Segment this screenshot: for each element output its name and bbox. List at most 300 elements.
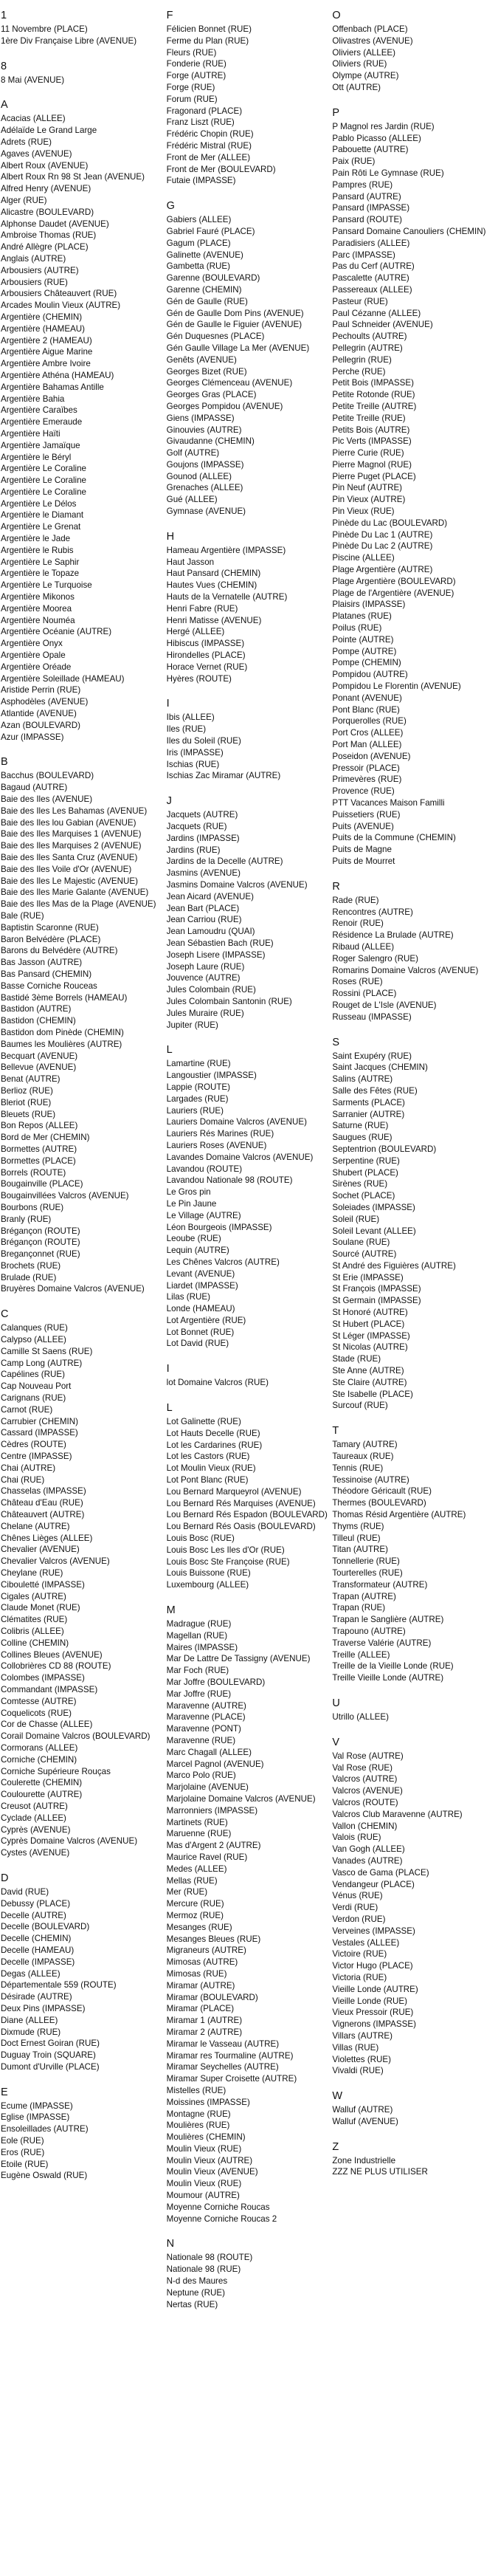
section-letter: E — [1, 2086, 8, 2098]
street-entry: Maravenne (PLACE) — [166, 1712, 246, 1723]
street-entry: Ginouvies (AUTRE) — [166, 425, 242, 435]
street-entry: Miramar le Vasseau (AUTRE) — [166, 2039, 280, 2049]
street-entry: Baie des Iles Santa Cruz (AVENUE) — [1, 853, 138, 862]
street-entry: Brochets (RUE) — [1, 1260, 61, 1271]
street-entry: Le Village (AUTRE) — [166, 1210, 241, 1220]
street-entry: St Léger (IMPASSE) — [332, 1330, 410, 1341]
street-entry: Poseidon (AVENUE) — [332, 751, 411, 761]
street-entry: Pabouette (AUTRE) — [332, 145, 409, 155]
street-entry: Jardins (IMPASSE) — [166, 833, 240, 843]
street-entry: Jean Carriou (RUE) — [166, 915, 242, 925]
section-letter: R — [332, 880, 340, 893]
street-entry: Clématites (RUE) — [1, 1615, 68, 1625]
street-entry: Lilas (RUE) — [166, 1292, 210, 1302]
street-entry: Baie des Iles Le Majestic (AVENUE) — [1, 876, 138, 886]
street-entry: Acacias (ALLEE) — [1, 114, 66, 124]
street-entry: Puits de la Commune (CHEMIN) — [332, 833, 456, 843]
street-entry: Moumour (AUTRE) — [166, 2191, 240, 2201]
street-entry: Maurice Ravel (RUE) — [166, 1852, 248, 1862]
street-entry: Pas du Cerf (AUTRE) — [332, 261, 415, 272]
street-entry: Vasco de Gama (PLACE) — [332, 1867, 429, 1878]
street-entry: Victoria (RUE) — [332, 1972, 387, 1982]
street-entry: Argentière Le Saphir — [1, 557, 80, 567]
street-entry: Arbousiers (RUE) — [1, 277, 68, 287]
street-entry: Trapouno (AUTRE) — [332, 1627, 406, 1636]
street-entry: Eros (RUE) — [1, 2147, 45, 2157]
street-entry: Pin Vieux (RUE) — [332, 506, 395, 517]
letter-section — [167, 1400, 331, 1591]
street-entry: Valcros Club Maravenne (AUTRE) — [332, 1809, 463, 1819]
street-entry: Moulin Vieux (RUE) — [166, 2179, 242, 2189]
street-entry: Pansard (IMPASSE) — [332, 203, 410, 213]
street-entry: Hauts de la Vernatelle (AUTRE) — [166, 592, 288, 602]
street-entry: Argentière Aigue Marine — [1, 347, 93, 357]
street-entry: Bacchus (BOULEVARD) — [1, 771, 94, 781]
street-entry: Port Man (ALLEE) — [332, 740, 402, 750]
street-entry: PTT Vacances Maison Familli — [332, 798, 445, 808]
street-entry: Puits de Mourret — [332, 856, 395, 866]
letter-section — [167, 1042, 331, 1350]
street-entry: Henri Fabre (RUE) — [166, 603, 238, 614]
section-letter: A — [1, 99, 8, 111]
street-entry: Jean Aicard (AVENUE) — [166, 891, 255, 901]
street-entry: Alger (RUE) — [1, 195, 47, 205]
street-entry: Soleil (RUE) — [332, 1214, 380, 1224]
street-entry: Barons du Belvédère (AUTRE) — [1, 946, 118, 956]
street-entry: Villars (AUTRE) — [332, 2030, 392, 2041]
street-entry: Mimosas (RUE) — [166, 1968, 227, 1979]
street-entry: Etoile (RUE) — [1, 2159, 49, 2169]
street-entry: Cheylane (RUE) — [1, 1568, 63, 1579]
street-entry: Platanes (RUE) — [332, 611, 392, 622]
street-entry: Pierre Magnol (RUE) — [332, 459, 412, 470]
street-entry: Cyprès Domaine Valcros (AVENUE) — [1, 1836, 138, 1847]
street-entry: Moissines (IMPASSE) — [166, 2097, 250, 2107]
street-entry: Frédéric Mistral (RUE) — [166, 140, 252, 151]
letter-section — [167, 529, 331, 685]
street-entry: Collobrières CD 88 (ROUTE) — [1, 1661, 111, 1672]
letter-section — [1, 58, 165, 86]
street-entry: Plaisirs (IMPASSE) — [332, 600, 406, 610]
street-entry: Nationale 98 (ROUTE) — [166, 2253, 253, 2263]
section-letter: Z — [332, 2140, 339, 2153]
street-entry: Argentière le Rubis — [1, 545, 74, 555]
street-entry: St Germain (IMPASSE) — [332, 1296, 421, 1306]
street-entry: Hyères (ROUTE) — [166, 673, 232, 684]
street-entry: Petite Treille (RUE) — [332, 413, 406, 423]
street-entry: Futaie (IMPASSE) — [166, 176, 236, 186]
street-entry: Mermoz (RUE) — [166, 1910, 224, 1920]
letter-section — [332, 7, 497, 94]
street-entry: Valcros (AUTRE) — [332, 1774, 398, 1785]
street-entry: Ischias Zac Miramar (AUTRE) — [166, 771, 281, 781]
street-entry: Argentière Le Coraline — [1, 487, 87, 497]
street-entry: Marc Chagall (ALLEE) — [166, 1747, 252, 1757]
street-entry: Georges Bizet (RUE) — [166, 366, 247, 377]
street-entry: Lot Pont Blanc (RUE) — [166, 1475, 249, 1486]
street-entry: Neptune (RUE) — [166, 2287, 225, 2298]
street-entry: Londe (HAMEAU) — [166, 1304, 235, 1314]
street-entry: Collines Bleues (AVENUE) — [1, 1649, 103, 1660]
street-entry: Miramar (BOULEVARD) — [166, 1992, 258, 2002]
street-entry: Lou Bernard Rés Marquises (AVENUE) — [166, 1498, 316, 1508]
street-entry: Jasmins Domaine Valcros (AVENUE) — [166, 880, 308, 890]
street-entry: Victor Hugo (PLACE) — [332, 1961, 413, 1971]
street-entry: Perche (RUE) — [332, 366, 386, 377]
street-entry: Lauriers Domaine Valcros (AVENUE) — [166, 1117, 307, 1127]
street-entry: Brégançon (ROUTE) — [1, 1226, 80, 1236]
section-letter: C — [1, 1308, 9, 1321]
street-entry: Colombes (IMPASSE) — [1, 1673, 85, 1683]
street-entry: Argentière Jamaïque — [1, 440, 80, 450]
street-entry: Carrubier (CHEMIN) — [1, 1416, 78, 1426]
street-entry: Hibiscus (IMPASSE) — [166, 639, 245, 649]
street-entry: Baumes les Moulières (AUTRE) — [1, 1039, 122, 1049]
street-entry: Gymnase (AVENUE) — [166, 506, 246, 517]
street-entry: Olympe (AUTRE) — [332, 71, 399, 81]
street-entry: Mistelles (RUE) — [166, 2085, 226, 2095]
street-entry: Valois (RUE) — [332, 1833, 381, 1843]
street-entry: Thermes (BOULEVARD) — [332, 1498, 426, 1508]
street-entry: Front de Mer (BOULEVARD) — [166, 164, 276, 174]
section-letter: T — [332, 1425, 339, 1438]
street-entry: Rouget de L'Isle (AVENUE) — [332, 1000, 437, 1010]
street-entry: Sarranier (AUTRE) — [332, 1109, 405, 1119]
street-entry: Marco Polo (RUE) — [166, 1770, 236, 1781]
street-entry: Traverse Valérie (AUTRE) — [332, 1638, 432, 1648]
street-entry: Argentière Bahamas Antille — [1, 382, 104, 392]
letter-section — [167, 793, 331, 1031]
street-entry: Bas Pansard (CHEMIN) — [1, 969, 92, 979]
street-entry: Moulin Vieux (AVENUE) — [166, 2167, 258, 2177]
street-entry: Mesanges Bleues (RUE) — [166, 1934, 261, 1944]
street-entry: Lauriers (RUE) — [166, 1105, 224, 1116]
street-entry: Argentière Mikonos — [1, 592, 75, 602]
street-entry: Giens (IMPASSE) — [166, 413, 235, 423]
street-entry: St François (IMPASSE) — [332, 1284, 421, 1294]
street-entry: St Honoré (AUTRE) — [332, 1308, 408, 1318]
street-entry: Georges Gras (PLACE) — [166, 390, 257, 400]
street-entry: Passereaux (ALLEE) — [332, 284, 412, 295]
street-entry: Oliviers (ALLEE) — [332, 47, 396, 58]
street-entry: Hautes Vues (CHEMIN) — [166, 580, 257, 591]
street-entry: Capélines (RUE) — [1, 1370, 65, 1380]
street-entry: Leoube (RUE) — [166, 1234, 221, 1244]
street-entry: Lavandes Domaine Valcros (AVENUE) — [166, 1152, 314, 1162]
street-entry: St Nicolas (AUTRE) — [332, 1342, 408, 1353]
street-entry: Miramar res Tourmaline (AUTRE) — [166, 2050, 294, 2061]
street-entry: Corail Domaine Valcros (BOULEVARD) — [1, 1731, 151, 1742]
section-letter: P — [332, 106, 340, 119]
street-entry: Plage Argentière (AUTRE) — [332, 565, 433, 575]
street-entry: Pin Neuf (AUTRE) — [332, 483, 403, 493]
street-entry: Soleil Levant (ALLEE) — [332, 1226, 416, 1236]
street-entry: Cap Nouveau Port — [1, 1381, 72, 1392]
street-entry: Bormettes (AUTRE) — [1, 1144, 77, 1154]
street-entry: Mer (RUE) — [166, 1887, 208, 1897]
street-entry: Mimosas (AUTRE) — [166, 1957, 238, 1968]
street-entry: Argentière (CHEMIN) — [1, 312, 83, 322]
street-entry: Forum (RUE) — [166, 94, 218, 104]
street-entry: Argentière Opale — [1, 650, 66, 661]
street-entry: Jardins de la Decelle (AUTRE) — [166, 856, 283, 867]
street-entry: Val Rose (AUTRE) — [332, 1751, 404, 1761]
street-entry: Bagaud (AUTRE) — [1, 783, 68, 793]
section-letter: M — [166, 1604, 176, 1617]
street-entry: Chelane (AUTRE) — [1, 1521, 70, 1531]
street-entry: Garenne (CHEMIN) — [166, 284, 242, 295]
street-entry: 8 Mai (AVENUE) — [1, 75, 65, 85]
street-entry: Gén de Gaulle Dom Pins (AVENUE) — [166, 308, 304, 318]
street-entry: Alphonse Daudet (AVENUE) — [1, 219, 109, 229]
street-entry: Lauriers Rés Marines (RUE) — [166, 1129, 274, 1139]
street-entry: Argentière Nouméa — [1, 615, 75, 625]
street-entry: Colibris (ALLEE) — [1, 1627, 64, 1636]
street-entry: Magellan (RUE) — [166, 1630, 228, 1641]
street-entry: Chênes Lièges (ALLEE) — [1, 1533, 93, 1543]
street-entry: Pain Rôti Le Gymnase (RUE) — [332, 168, 444, 178]
section-letter: I — [166, 698, 170, 710]
street-entry: Carnot (RUE) — [1, 1404, 53, 1415]
street-entry: Plage Argentière (BOULEVARD) — [332, 576, 456, 586]
letter-section — [1, 7, 165, 47]
street-entry: Félicien Bonnet (RUE) — [166, 24, 252, 34]
street-entry: Trapan (RUE) — [332, 1603, 386, 1613]
street-entry: Borrels (ROUTE) — [1, 1167, 66, 1178]
street-entry: Lot Argentière (RUE) — [166, 1315, 246, 1325]
street-entry: Le Gros pin — [166, 1187, 211, 1198]
street-entry: Brulade (RUE) — [1, 1272, 57, 1282]
street-entry: Olivastres (AVENUE) — [332, 35, 413, 46]
street-entry: Pinède Du Lac 1 (AUTRE) — [332, 529, 433, 540]
street-entry: Corniche (CHEMIN) — [1, 1754, 77, 1765]
street-entry: Lauriers Roses (AVENUE) — [166, 1140, 267, 1150]
street-entry: Joseph Lisere (IMPASSE) — [166, 949, 266, 960]
street-entry: Pinède du Lac (BOULEVARD) — [332, 518, 448, 528]
street-entry: Alfred Henry (AVENUE) — [1, 184, 91, 194]
street-entry: Ponant (AVENUE) — [332, 693, 402, 703]
street-entry: Serpentine (RUE) — [332, 1155, 400, 1166]
street-entry: Lot Galinette (RUE) — [166, 1417, 241, 1427]
street-entry: Joseph Laure (RUE) — [166, 961, 245, 972]
street-entry: Argentière Oréade — [1, 662, 72, 672]
street-entry: Argentière Ambre Ivoire — [1, 359, 91, 369]
street-entry: Soulane (RUE) — [332, 1237, 390, 1248]
street-entry: Decelle (CHEMIN) — [1, 1934, 72, 1944]
street-entry: Argentière le Topaze — [1, 569, 80, 579]
street-entry: Deux Pins (IMPASSE) — [1, 2003, 86, 2013]
street-entry: Petite Treille (AUTRE) — [332, 401, 417, 411]
street-entry: Jules Colombain Santonin (RUE) — [166, 996, 292, 1006]
street-entry: Cigales (AUTRE) — [1, 1591, 66, 1601]
letter-section — [332, 879, 497, 1023]
street-entry: Pablo Picasso (ALLEE) — [332, 133, 421, 143]
street-entry: Chai (RUE) — [1, 1474, 45, 1485]
street-entry: Baie des Iles Marquises 1 (AVENUE) — [1, 829, 142, 839]
street-entry: Degas (ALLEE) — [1, 1968, 60, 1979]
street-entry: Lavandou (ROUTE) — [166, 1164, 243, 1174]
street-entry: Louis Bosc (RUE) — [166, 1533, 235, 1544]
street-entry: Bruyères Domaine Valcros (AVENUE) — [1, 1284, 145, 1294]
street-entry: Largades (RUE) — [166, 1093, 229, 1104]
street-entry: Martinets (RUE) — [166, 1817, 228, 1827]
street-entry: Liardet (IMPASSE) — [166, 1280, 238, 1291]
street-entry: Cibouletté (IMPASSE) — [1, 1579, 85, 1590]
street-entry: Cormorans (ALLEE) — [1, 1742, 78, 1753]
street-entry: Pompe (CHEMIN) — [332, 658, 401, 668]
street-entry: Puits (AVENUE) — [332, 821, 394, 831]
street-entry: Vendangeur (PLACE) — [332, 1879, 415, 1889]
street-entry: Coquelicots (RUE) — [1, 1708, 72, 1718]
letter-section — [1, 1870, 165, 2073]
street-entry: Louis Buissone (RUE) — [166, 1568, 251, 1579]
street-entry: Arcades Moulin Vieux (AUTRE) — [1, 300, 121, 311]
street-entry: Miramar (PLACE) — [166, 2004, 235, 2014]
street-entry: Cyprès (AVENUE) — [1, 1824, 71, 1835]
section-letter: B — [1, 756, 8, 769]
street-entry: Tonnellerie (RUE) — [332, 1556, 400, 1567]
street-entry: Moyenne Corniche Roucas — [166, 2202, 270, 2212]
street-entry: Pin Vieux (AUTRE) — [332, 495, 406, 505]
street-entry: Bon Repos (ALLEE) — [1, 1121, 78, 1131]
street-entry: Argentière Océanie (AUTRE) — [1, 627, 112, 637]
street-entry: Piscine (ALLEE) — [332, 553, 395, 563]
street-entry: Benat (AUTRE) — [1, 1074, 60, 1085]
section-letter: S — [332, 1036, 340, 1048]
street-entry: Moyenne Corniche Roucas 2 — [166, 2213, 277, 2224]
letter-section — [332, 1423, 497, 1684]
section-letter: W — [332, 2090, 343, 2103]
street-entry: Haut Pansard (CHEMIN) — [166, 569, 261, 579]
street-entry: Jules Muraire (RUE) — [166, 1008, 244, 1018]
street-entry: Maravenne (PONT) — [166, 1724, 241, 1734]
street-entry: Baie des Iles Voile d'Or (AVENUE) — [1, 864, 132, 874]
street-entry: Fleurs (RUE) — [166, 47, 217, 58]
street-entry: Petite Rotonde (RUE) — [332, 390, 415, 400]
street-entry: N-d des Maures — [166, 2276, 228, 2287]
street-entry: Porquerolles (RUE) — [332, 716, 407, 727]
street-entry: Paradisiers (ALLEE) — [332, 238, 410, 248]
street-entry: Fragonard (PLACE) — [166, 106, 243, 116]
street-entry: Eglise (IMPASSE) — [1, 2112, 70, 2123]
street-entry: Miramar Seychelles (AUTRE) — [166, 2062, 279, 2072]
street-entry: Bleriot (RUE) — [1, 1097, 52, 1107]
street-entry: Maruenne (RUE) — [166, 1829, 232, 1839]
street-entry: Bellevue (AVENUE) — [1, 1062, 77, 1073]
street-entry: Primevères (RUE) — [332, 774, 402, 785]
street-entry: Sochet (PLACE) — [332, 1191, 395, 1201]
street-entry: Pierre Puget (PLACE) — [332, 471, 416, 481]
street-entry: Bougainville (PLACE) — [1, 1179, 83, 1189]
street-entry: Renoir (RUE) — [332, 918, 384, 929]
street-entry: Baptistin Scaronne (RUE) — [1, 922, 99, 932]
street-entry: St Erie (IMPASSE) — [332, 1272, 404, 1282]
street-entry: Mar Joffre (RUE) — [166, 1689, 232, 1699]
street-entry: Treille (ALLEE) — [332, 1649, 390, 1660]
street-entry: Cassard (IMPASSE) — [1, 1428, 78, 1438]
street-entry: Debussy (PLACE) — [1, 1898, 71, 1909]
street-entry: Château d'Eau (RUE) — [1, 1498, 83, 1508]
street-entry: Bale (RUE) — [1, 910, 44, 921]
street-entry: Hergé (ALLEE) — [166, 627, 225, 637]
street-entry: Bord de Mer (CHEMIN) — [1, 1133, 90, 1143]
street-entry: Sirènes (RUE) — [332, 1179, 388, 1189]
street-entry: Vieille Londe (RUE) — [332, 1996, 407, 2006]
street-entry: Moulin Vieux (AUTRE) — [166, 2155, 253, 2165]
street-entry: Désirade (AUTRE) — [1, 1992, 72, 2002]
street-entry: St Hubert (PLACE) — [332, 1319, 405, 1329]
street-entry: Baie des Iles Les Bahamas (AVENUE) — [1, 806, 148, 816]
street-entry: Vieille Londe (AUTRE) — [332, 1984, 418, 1994]
street-entry: Golf (AUTRE) — [166, 448, 220, 458]
street-entry: Argentière Le Turquoise — [1, 580, 92, 591]
letter-section — [332, 1734, 497, 2077]
street-entry: Cyclade (ALLEE) — [1, 1813, 66, 1823]
street-entry: Baie des Iles Marie Galante (AVENUE) — [1, 887, 149, 898]
street-entry: Russeau (IMPASSE) — [332, 1011, 412, 1022]
street-entry: Saugues (RUE) — [332, 1133, 392, 1143]
street-entry: Pellegrin (RUE) — [332, 354, 392, 365]
street-entry: Argentière 2 (HAMEAU) — [1, 335, 92, 346]
section-letter: I — [166, 1363, 170, 1375]
street-entry: Ensoleillades (AUTRE) — [1, 2124, 89, 2134]
street-entry: Asphodèles (AVENUE) — [1, 697, 89, 707]
street-entry: Calanques (RUE) — [1, 1323, 68, 1333]
street-entry: Pic Verts (IMPASSE) — [332, 436, 412, 447]
section-letter: U — [332, 1697, 340, 1709]
street-entry: Zone Industrielle — [332, 2155, 396, 2165]
street-entry: Commandant (IMPASSE) — [1, 1684, 98, 1694]
street-entry: Vanades (AUTRE) — [332, 1855, 403, 1866]
street-entry: Baron Belvédère (PLACE) — [1, 934, 101, 944]
section-letter: G — [166, 200, 175, 213]
street-entry: Adrets (RUE) — [1, 137, 52, 147]
street-entry: Migraneurs (AUTRE) — [166, 1945, 246, 1956]
street-entry: Vignerons (IMPASSE) — [332, 2019, 416, 2030]
street-entry: Petits Bois (AUTRE) — [332, 425, 410, 435]
street-entry: Ste Claire (AUTRE) — [332, 1377, 407, 1387]
street-entry: Léon Bourgeois (IMPASSE) — [166, 1222, 272, 1232]
letter-section — [332, 2139, 497, 2179]
street-entry: Ischias (RUE) — [166, 759, 220, 769]
street-entry: Luxembourg (ALLEE) — [166, 1580, 249, 1590]
street-entry: Mellas (RUE) — [166, 1875, 218, 1886]
street-entry: Henri Matisse (AVENUE) — [166, 615, 262, 625]
street-entry: Argentière Le Coraline — [1, 464, 87, 474]
street-entry: Van Gogh (ALLEE) — [332, 1844, 405, 1855]
street-entry: Langoustier (IMPASSE) — [166, 1071, 257, 1081]
street-entry: Brégançon (ROUTE) — [1, 1237, 80, 1248]
street-entry: Bougainvillées Valcros (AVENUE) — [1, 1191, 129, 1201]
street-entry: Bregançonnet (RUE) — [1, 1249, 80, 1260]
street-entry: Gén de Gaulle (RUE) — [166, 296, 248, 306]
street-entry: Front de Mer (ALLEE) — [166, 152, 251, 162]
section-letter: J — [166, 795, 172, 808]
street-entry: Becquart (AVENUE) — [1, 1051, 78, 1061]
street-entry: Montagne (RUE) — [166, 2109, 231, 2119]
street-entry: Argentière le Béryl — [1, 452, 72, 462]
street-entry: Gabiers (ALLEE) — [166, 215, 232, 225]
street-entry: Pompidou Le Florentin (AVENUE) — [332, 681, 461, 692]
street-entry: Fonderie (RUE) — [166, 59, 226, 69]
street-entry: Lot Bonnet (RUE) — [166, 1327, 235, 1337]
street-entry: Taureaux (RUE) — [332, 1452, 394, 1462]
street-entry: Argentière Caraïbes — [1, 405, 77, 416]
letter-section — [167, 7, 331, 187]
street-entry: Forge (RUE) — [166, 82, 215, 92]
street-entry: Pechoults (AUTRE) — [332, 332, 407, 342]
street-entry: ZZZ NE PLUS UTILISER — [332, 2167, 428, 2177]
